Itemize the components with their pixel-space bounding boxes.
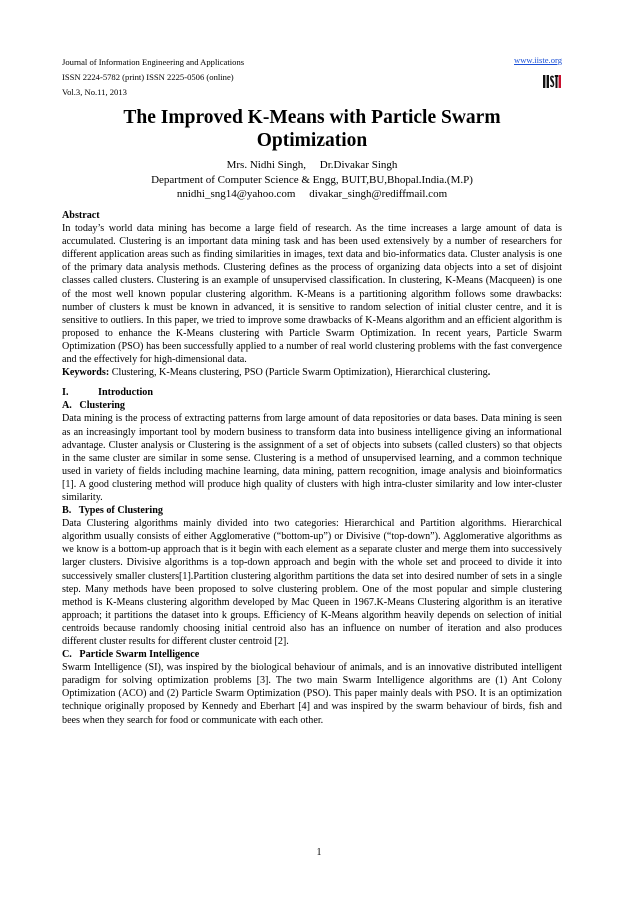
types-paragraph: Data Clustering algorithms mainly divided into two categories: Hierarchical and Partition algorithms. Hierarchical algorithm usually consists of either Agglomerative (“bottom-up”) or Divisive (“top-down”). Agglomerative algorithms as we know is a bottom-up approach that is it begin with each element as a separate cluster and merge them into successively larger clusters. Divisive algorithms is a top-down approach and begin with the whole set and proceed to divide it into successively smaller clusters[1].Partition clustering algorithm partitions the data set into desired number of sets in a single step. Many methods have been proposed to solve clustering problem. One of the most popular and simple clustering method is K-Means clustering algorithm developed by Mac Queen in 1967.K-Means Clustering algorithm is an iterative approach; it partitions the dataset into k groups. Efficiency of K-Means algorithm heavily depends on selection of initial centroids because randomly choosing initial centroid also has an influence on number of iteration and also produces different cluster results for different cluster centroid [2]. <box>62 518 562 647</box>
section-number: I. <box>62 387 69 399</box>
paper-title <box>62 106 562 152</box>
volume-line: Vol.3, No.11, 2013 <box>62 87 127 97</box>
journal-name: Journal of Information Engineering and Applications <box>62 57 245 67</box>
abstract-text: In today’s world data mining has become a large field of research. As the time increases a large amount of data is accumulated. Clustering is an important data mining task and has been used extensively by a number of researchers for different application areas such as finding similarities in images, text data and bio-informatics data. Cluster analysis is one of the primary data analysis methods. Clustering defines as the process of organizing data objects into a set of disjoint classes called clusters. Clustering is an example of unsupervised classification. In clustering, K-Means (Macqueen) is one of the most well known popular clustering algorithm. K-Means is a partitioning algorithm follows some drawbacks: number of clusters k must be known in advanced, it is sensitive to random selection of initial cluster centre, and it is sensitive to outliers. In this paper, we tried to improve some drawbacks of K-Means algorithm and an efficient algorithm is proposed to enhance the K-Means clustering with Particle Swarm Optimization. In recent years, Particle Swarm Optimization (PSO) has been successfully applied to a number of real world clustering problems with the fast convergence and the effectively for high-dimensional data. <box>62 223 562 366</box>
title-line-1: The Improved K-Means with Particle Swarm <box>123 107 501 128</box>
iiste-logo-icon <box>542 72 562 91</box>
author-names: Mrs. Nidhi Singh, Dr.Divakar Singh <box>226 159 398 171</box>
section-heading-introduction <box>62 386 562 399</box>
keywords-text: Clustering, K-Means clustering, PSO (Particle Swarm Optimization), Hierarchical clustering <box>109 367 488 379</box>
keywords-label: Keywords: <box>62 367 110 379</box>
author-affiliation: Department of Computer Science & Engg, BUIT,BU,Bhopal.India.(M.P) <box>151 173 473 186</box>
title-line-2: Optimization <box>256 130 368 151</box>
keywords-end: . <box>487 367 491 379</box>
paper-body <box>62 209 562 727</box>
journal-header <box>62 55 562 95</box>
keywords-line <box>62 366 562 379</box>
pso-paragraph: Swarm Intelligence (SI), was inspired by the biological behaviour of animals, and is an innovative distributed intelligent paradigm for solving optimization problems [3]. The two main Swarm Intelligence algorithms are (1) Ant Colony Optimization (ACO) and (2) Particle Swarm Optimization (PSO). This paper mainly deals with PSO. It is an optimization technique originally proposed by Kennedy and Eberhart [4] and was inspired by the swarm behaviour of birds, fish and bees when they search for food or communicate with each other. <box>62 662 562 726</box>
abstract-heading: Abstract <box>62 210 100 221</box>
author-emails: nnidhi_sng14@yahoo.com divakar_singh@rediffmail.com <box>176 188 448 200</box>
page-number: 1 <box>316 847 322 858</box>
clustering-paragraph: Data mining is the process of extracting patterns from large amount of data repositories or data bases. Data mining is seen as an increasingly important tool by modern business to transform data into business intelligence giving an informational advantage. Cluster analysis or Clustering is the assignment of a set of objects into subsets (called clusters) so that objects in the same cluster are similar in some sense. Clustering is a method of unsupervised learning, and a common technique used in variety of fields including machine learning, data mining, pattern recognition, image analysis and bioinformatics [1]. A good clustering method will produce high quality of clusters with high intra-cluster similarity and low inter-cluster similarity. <box>62 413 562 503</box>
subsection-heading-clustering: A. Clustering <box>62 400 125 412</box>
subsection-heading-types: B. Types of Clustering <box>62 505 163 517</box>
subsection-heading-pso: C. Particle Swarm Intelligence <box>62 649 200 661</box>
website-link[interactable]: www.iiste.org <box>514 55 562 65</box>
section-title: Introduction <box>98 387 153 399</box>
author-block <box>62 158 562 202</box>
issn-line: ISSN 2224-5782 (print) ISSN 2225-0506 (online) <box>62 72 234 82</box>
